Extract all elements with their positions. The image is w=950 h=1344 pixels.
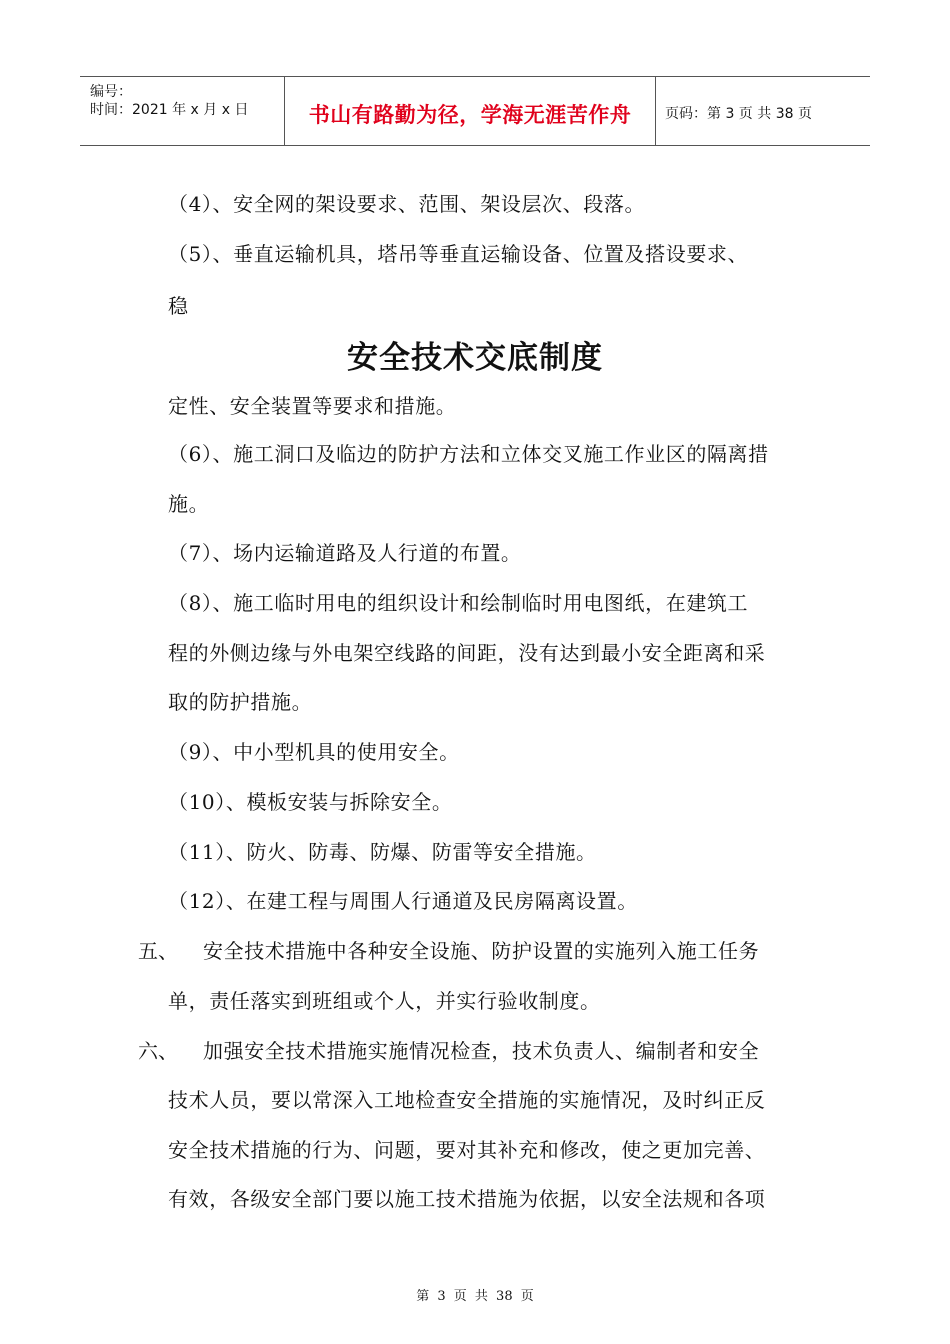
page-footer: 第 3 页 共 38 页 [416, 1289, 534, 1304]
body-line: 有效，各级安全部门要以施工技术措施为依据，以安全法规和各项 [168, 1187, 766, 1211]
body-line: 取的防护措施。 [168, 690, 313, 714]
body-line: 程的外侧边缘与外电架空线路的间距，没有达到最小安全距离和采 [168, 641, 766, 665]
header-motto-cell [284, 77, 656, 145]
body-line: （8）、施工临时用电的组织设计和绘制临时用电图纸，在建筑工 [168, 591, 749, 615]
body-line: 安全技术措施的行为、问题，要对其补充和修改，使之更加完善、 [168, 1138, 766, 1162]
document-time: 时间：2021 年 x 月 x 日 [90, 102, 249, 118]
body-line: 施。 [168, 492, 210, 516]
body-line: （4）、安全网的架设要求、范围、架设层次、段落。 [168, 192, 646, 216]
header-meta [80, 77, 284, 145]
body-line: 稳 [168, 294, 189, 318]
body-line: （9）、中小型机具的使用安全。 [168, 740, 460, 764]
body-line: （10）、模板安装与拆除安全。 [168, 790, 453, 814]
body-line: （6）、施工洞口及临边的防护方法和立体交叉施工作业区的隔离措 [168, 442, 769, 466]
body-line: 加强安全技术措施实施情况检查，技术负责人、编制者和安全 [203, 1039, 760, 1063]
body-line: （11）、防火、防毒、防爆、防雷等安全措施。 [168, 840, 597, 864]
document-number: 编号： [90, 84, 132, 100]
body-line: 技术人员，要以常深入工地检查安全措施的实施情况，及时纠正反 [168, 1088, 766, 1112]
item-marker-5: 五、 [138, 939, 178, 963]
body-line: （7）、场内运输道路及人行道的布置。 [168, 541, 522, 565]
body-line: （12）、在建工程与周围人行通道及民房隔离设置。 [168, 889, 638, 913]
header-motto: 书山有路勤为径，学海无涯苦作舟 [308, 103, 632, 127]
page-header [80, 76, 870, 146]
body-line: 定性、安全装置等要求和措施。 [168, 394, 457, 418]
page-title: 安全技术交底制度 [347, 340, 603, 376]
body-line: 单，责任落实到班组或个人，并实行验收制度。 [168, 989, 601, 1013]
item-marker-6: 六、 [138, 1039, 178, 1063]
header-page-info: 页码：第 3 页 共 38 页 [665, 106, 812, 122]
body-line: 安全技术措施中各种安全设施、防护设置的实施列入施工任务 [203, 939, 760, 963]
body-line: （5）、垂直运输机具，塔吊等垂直运输设备、位置及搭设要求、 [168, 242, 749, 266]
